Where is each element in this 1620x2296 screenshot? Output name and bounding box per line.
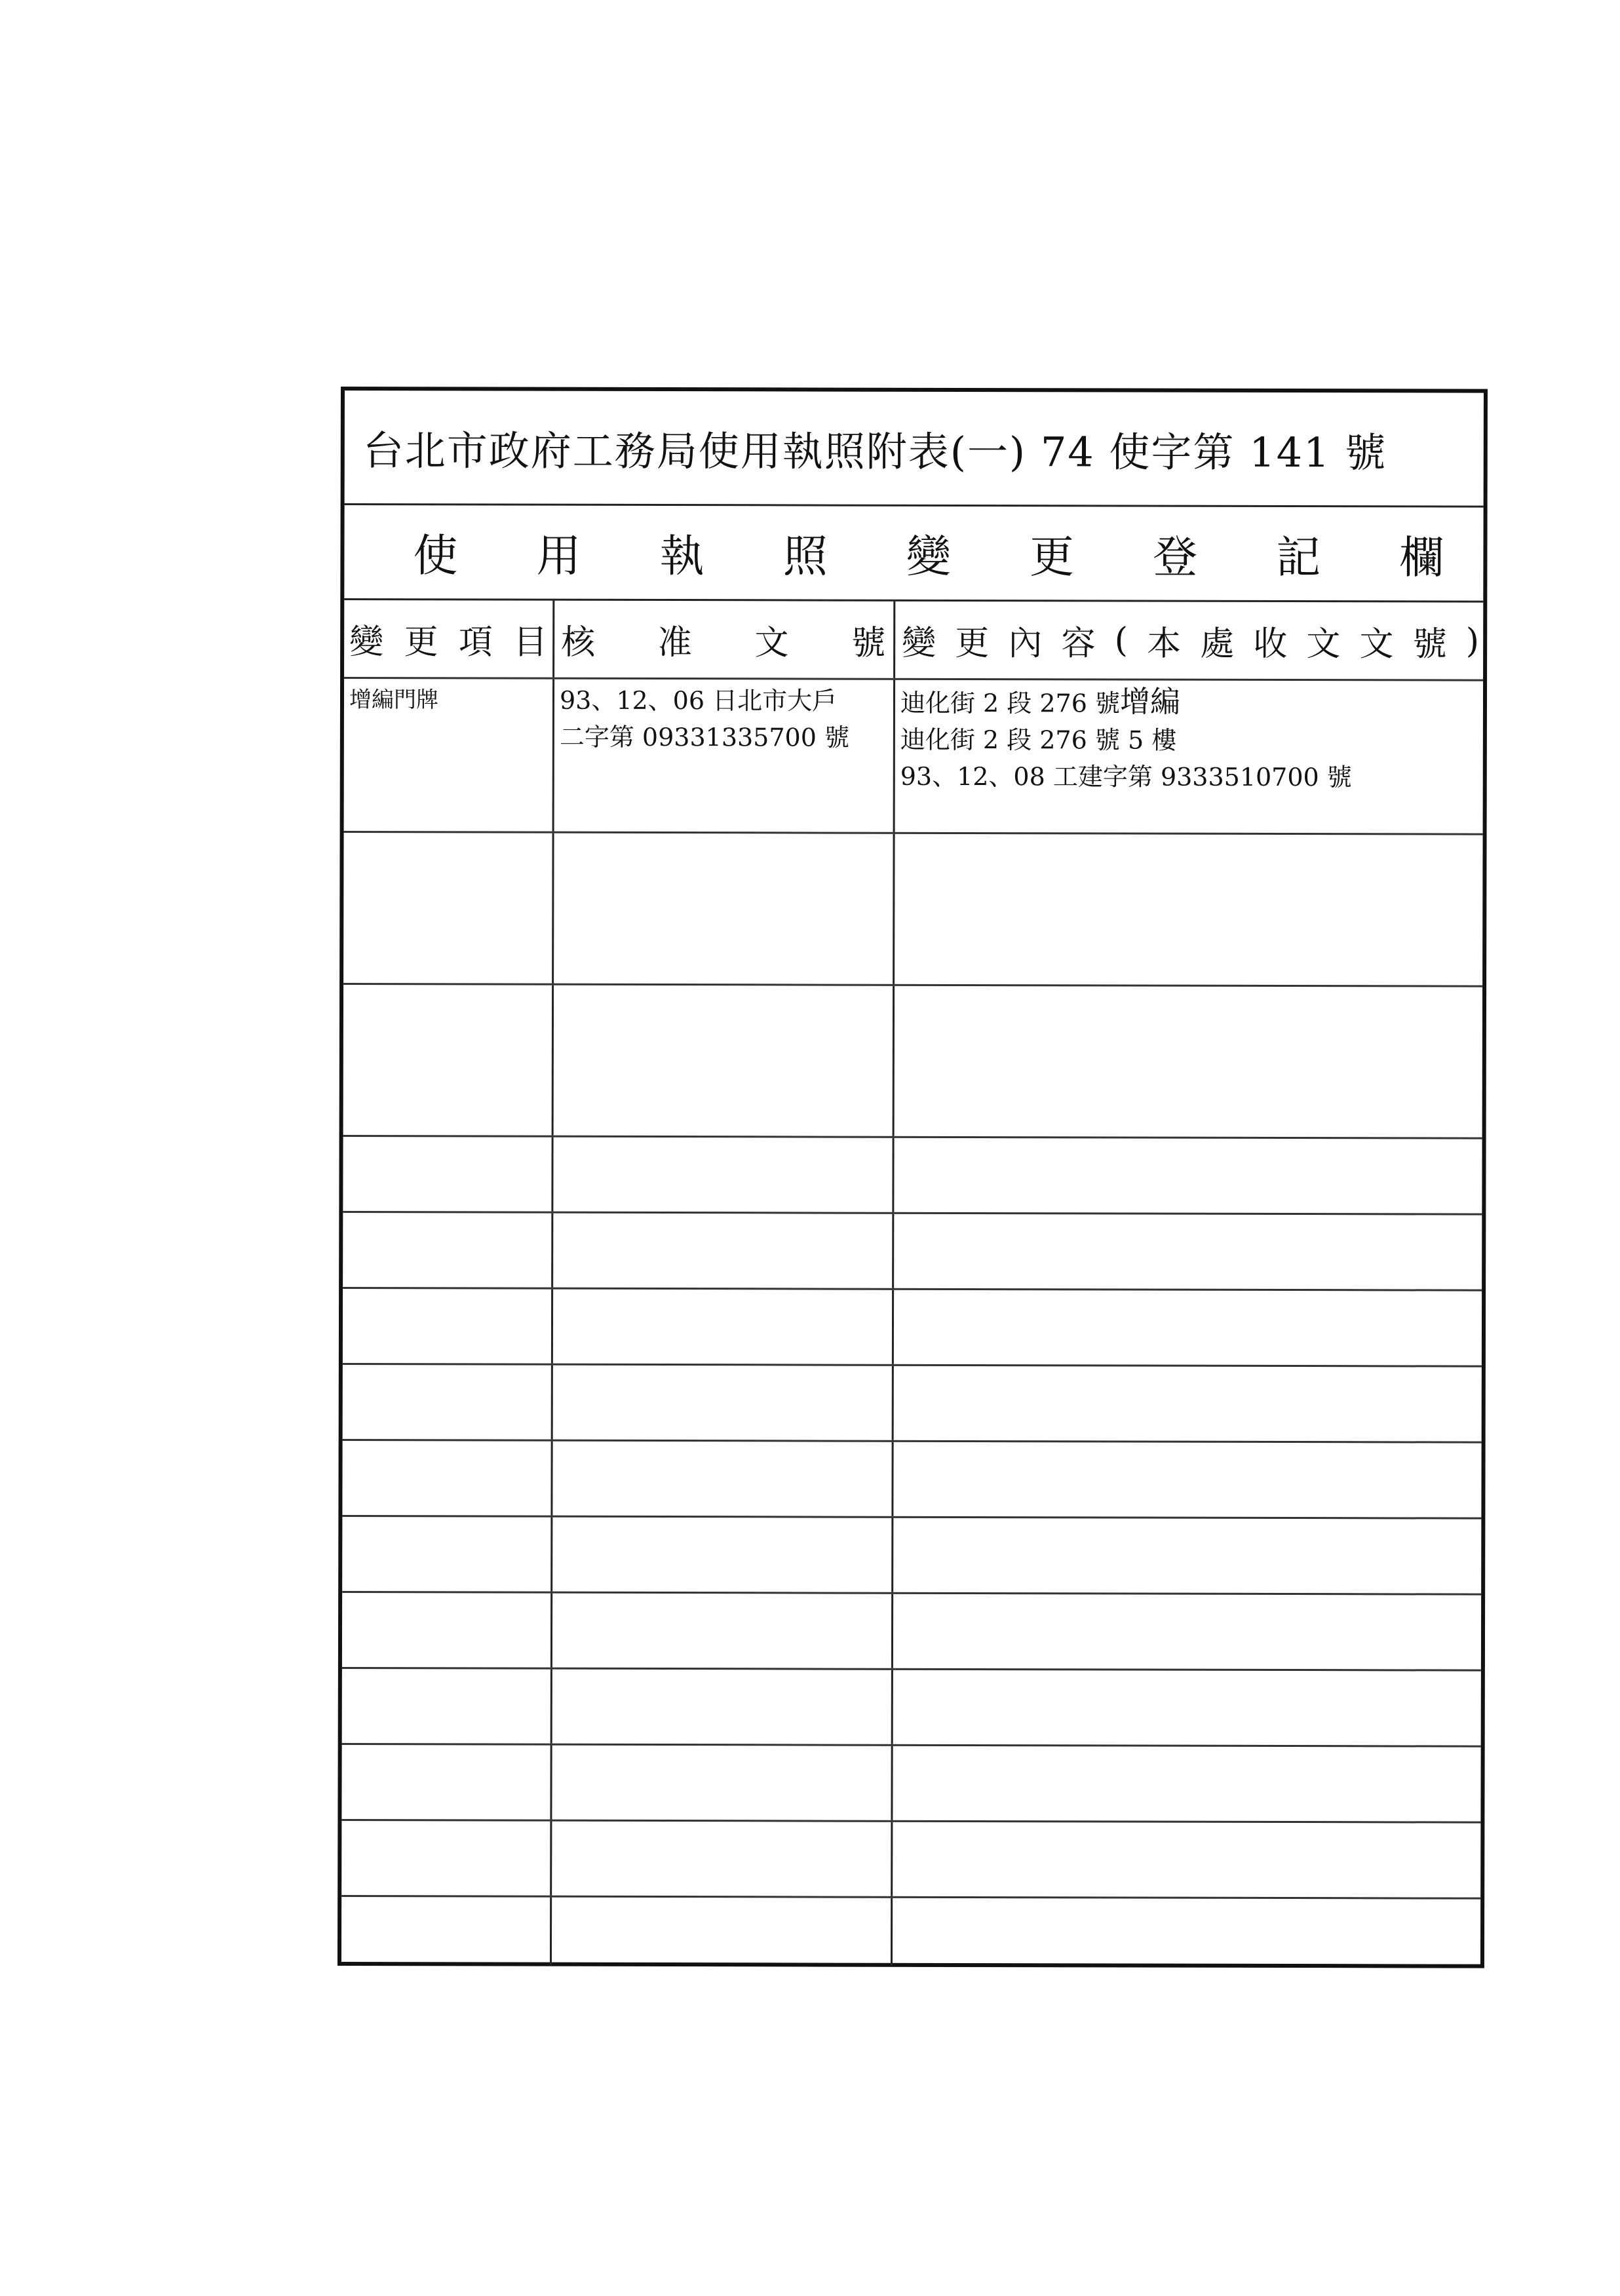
table-row <box>342 1517 1481 1596</box>
header-char: 變 <box>349 622 384 662</box>
entry-content-line: 迪化街 2 段 276 號 5 樓 <box>900 725 1177 755</box>
table-row <box>342 1441 1481 1520</box>
empty-cell <box>550 1898 891 1967</box>
empty-cell <box>341 1897 550 1966</box>
section-title-char: 登 <box>1153 531 1198 584</box>
empty-cell <box>891 1594 1481 1670</box>
table-header-row <box>344 600 1483 681</box>
table-row <box>343 833 1482 987</box>
empty-cell <box>550 1594 891 1668</box>
empty-cell <box>893 986 1482 1138</box>
section-title-char: 執 <box>659 530 704 583</box>
entry-content-line <box>900 683 1478 723</box>
empty-cell <box>550 1746 891 1820</box>
header-char: 本 <box>1147 624 1182 664</box>
empty-cell <box>343 985 552 1136</box>
header-char: 變 <box>902 623 936 663</box>
change-register-table <box>341 600 1483 1964</box>
section-title-chars <box>344 520 1483 586</box>
empty-cell <box>343 833 552 984</box>
section-title-char: 使 <box>413 529 458 582</box>
header-change-content <box>893 602 1483 679</box>
empty-cell <box>341 1821 550 1896</box>
empty-cell <box>892 1138 1482 1214</box>
empty-cell <box>891 1518 1481 1594</box>
header-char: 文 <box>1359 624 1394 664</box>
section-title-char: 用 <box>536 530 581 583</box>
header-char: 目 <box>513 622 548 662</box>
empty-cell <box>892 1290 1482 1366</box>
section-title-char: 記 <box>1276 531 1321 584</box>
header-char: 項 <box>458 622 493 662</box>
empty-cell <box>551 1290 892 1364</box>
entry-content-action: 增編 <box>1119 683 1181 719</box>
table-row <box>341 1897 1480 1968</box>
empty-cell <box>341 1745 550 1820</box>
empty-cell <box>342 1669 550 1744</box>
empty-cell <box>551 1138 892 1212</box>
header-char: 文 <box>1306 624 1341 664</box>
empty-cell <box>550 1822 891 1896</box>
empty-cell <box>550 1518 891 1592</box>
form-title: 台北市政府工務局使用執照附表(一) 74 使字第 141 號 <box>345 391 1484 508</box>
table-row <box>343 985 1482 1139</box>
empty-cell <box>550 1670 891 1744</box>
table-row <box>344 679 1483 835</box>
header-char: 文 <box>754 623 789 663</box>
empty-cell <box>891 1822 1480 1898</box>
empty-cell <box>342 1441 550 1516</box>
header-char: 號 <box>851 623 886 663</box>
entry-approval-cell <box>552 679 893 832</box>
header-char: 收 <box>1253 624 1288 664</box>
section-title-char: 變 <box>906 531 951 583</box>
empty-cell <box>550 1442 891 1516</box>
section-title-char: 照 <box>782 530 828 583</box>
empty-cell <box>552 833 893 984</box>
empty-cell <box>551 1214 892 1288</box>
empty-cell <box>891 1670 1481 1746</box>
empty-cell <box>891 1746 1480 1822</box>
header-item <box>344 600 552 678</box>
empty-cell <box>343 1213 551 1288</box>
header-char: 更 <box>404 622 438 662</box>
usage-license-form <box>338 387 1488 1968</box>
empty-cell <box>343 1365 551 1440</box>
entry-item: 增編門牌 <box>349 687 439 714</box>
header-char: ( <box>1114 620 1128 660</box>
empty-cell <box>343 1289 551 1364</box>
header-char: 號 <box>1412 624 1447 664</box>
section-title-char: 欄 <box>1399 531 1444 584</box>
empty-cell <box>892 1366 1482 1442</box>
header-approval-number <box>552 601 893 678</box>
entry-content-address: 迪化街 2 段 276 號 <box>900 688 1121 718</box>
header-char: 容 <box>1061 624 1096 664</box>
section-title <box>344 505 1483 603</box>
header-char: 核 <box>561 622 596 662</box>
entry-approval-line: 93、12、06 日北市大戶 <box>559 685 838 716</box>
header-char: 更 <box>955 623 990 664</box>
entry-approval-line: 二字第 09331335700 號 <box>559 722 850 752</box>
table-row <box>343 1365 1482 1444</box>
entry-content-cell <box>893 680 1483 833</box>
entry-item-cell <box>344 679 552 832</box>
header-char: 內 <box>1008 624 1043 664</box>
header-char: 處 <box>1200 624 1235 664</box>
table-row <box>342 1669 1481 1748</box>
empty-cell <box>342 1517 550 1592</box>
empty-cell <box>551 1366 892 1440</box>
table-row <box>343 1137 1482 1215</box>
table-row <box>342 1593 1481 1672</box>
entry-content-line: 93、12、08 工建字第 9333510700 號 <box>900 761 1352 792</box>
empty-cell <box>343 1137 551 1212</box>
table-row <box>343 1289 1482 1368</box>
section-title-char: 更 <box>1029 531 1075 583</box>
header-char: ) <box>1465 621 1480 661</box>
empty-cell <box>891 1898 1480 1968</box>
empty-cell <box>892 1214 1482 1290</box>
table-row <box>341 1745 1480 1824</box>
table-row <box>341 1821 1480 1900</box>
table-row <box>343 1213 1482 1292</box>
empty-cell <box>552 985 893 1136</box>
empty-cell <box>891 1442 1481 1518</box>
empty-cell <box>893 834 1482 985</box>
header-char: 准 <box>657 623 692 663</box>
empty-cell <box>342 1593 550 1668</box>
